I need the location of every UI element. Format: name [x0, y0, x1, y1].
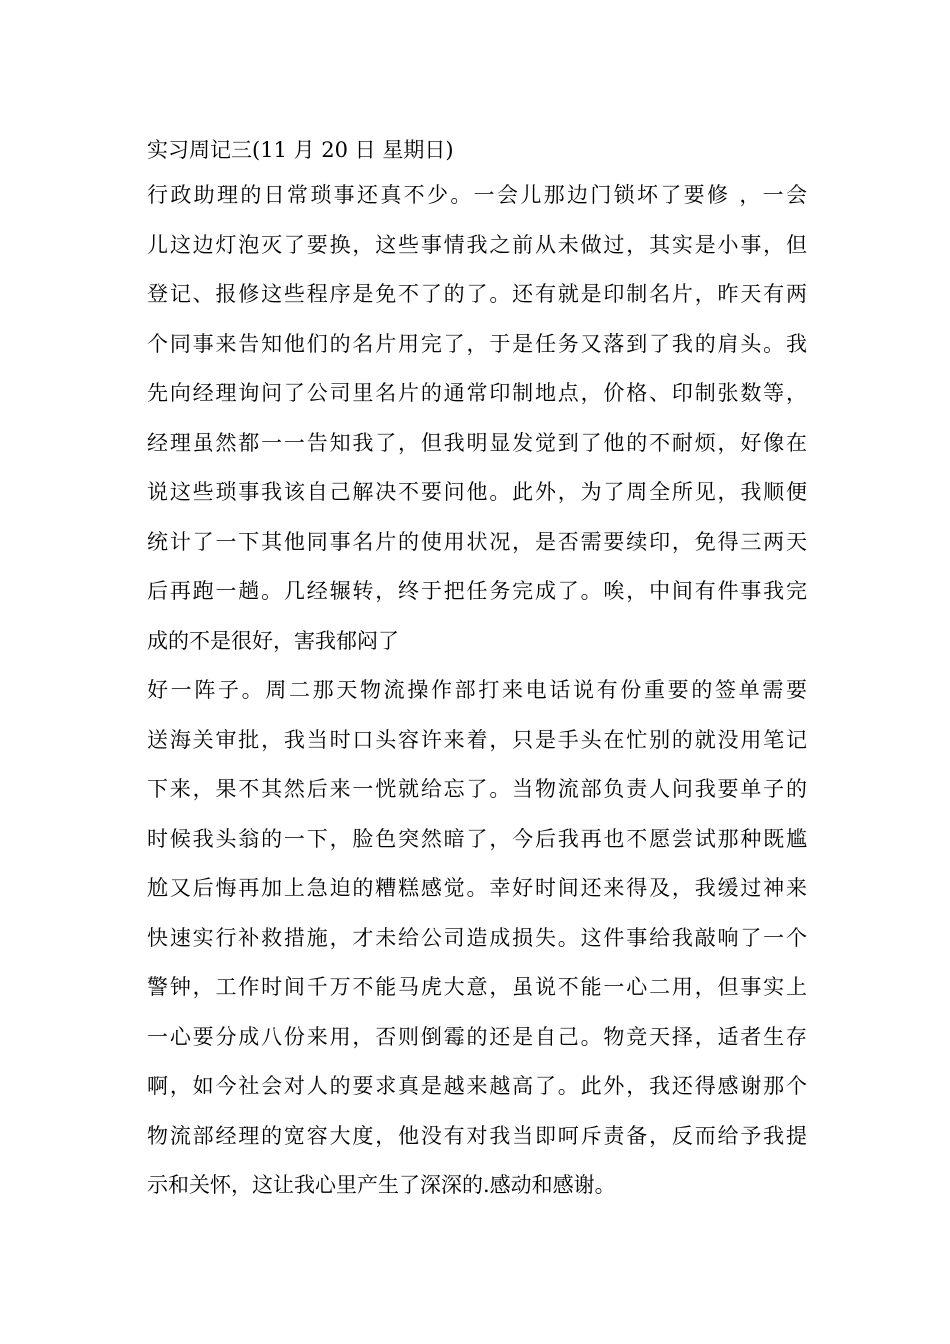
document-title: 实习周记三(11 月 20 日 星期日) — [147, 138, 454, 162]
paragraph-line: 成的不是很好，害我郁闷了 — [147, 628, 399, 653]
paragraph-line: 后再跑一趟。几经辗转，终于把任务完成了。唉，中间有件事我完 — [147, 579, 807, 603]
paragraph-line: 统计了一下其他同事名片的使用状况，是否需要续印，免得三两天 — [147, 529, 807, 554]
paragraph-line: 下来，果不其然后来一恍就给忘了。当物流部负责人问我要单子的 — [147, 777, 807, 801]
paragraph-line: 警钟，工作时间千万不能马虎大意，虽说不能一心二用，但事实上 — [147, 975, 807, 999]
paragraph-line: 登记、报修这些程序是免不了的了。还有就是印制名片，昨天有两 — [147, 282, 807, 306]
document-body — [147, 129, 807, 1211]
paragraph-line: 先向经理询问了公司里名片的通常印制地点，价格、印制张数等， — [147, 381, 807, 405]
paragraph-line: 尬又后悔再加上急迫的糟糕感觉。幸好时间还来得及，我缓过神来 — [147, 876, 807, 900]
paragraph-line: 示和关怀，这让我心里产生了深深的.感动和感谢。 — [147, 1173, 616, 1197]
paragraph-line: 时候我头翁的一下，脸色突然暗了，今后我再也不愿尝试那种既尴 — [147, 826, 807, 851]
paragraph-line: 送海关审批，我当时口头容许来着，只是手头在忙别的就没用笔记 — [147, 727, 807, 752]
paragraph-line: 行政助理的日常琐事还真不少。一会儿那边门锁坏了要修 ，一会 — [147, 183, 807, 207]
paragraph-line: 个同事来告知他们的名片用完了，于是任务又落到了我的肩头。我 — [147, 331, 807, 356]
paragraph-line: 说这些琐事我该自己解决不要问他。此外，为了周全所见，我顺便 — [147, 480, 807, 504]
paragraph-line: 一心要分成八份来用，否则倒霉的还是自己。物竞天择，适者生存 — [147, 1024, 807, 1049]
paragraph-line: 物流部经理的宽容大度，他没有对我当即呵斥责备，反而给予我提 — [147, 1123, 807, 1148]
paragraph-line: 啊，如今社会对人的要求真是越来越高了。此外，我还得感谢那个 — [147, 1074, 807, 1098]
paragraph-line: 好一阵子。周二那天物流操作部打来电话说有份重要的签单需要 — [147, 678, 807, 702]
paragraph-1 — [147, 171, 807, 666]
paragraph-line: 经理虽然都一一告知我了，但我明显发觉到了他的不耐烦，好像在 — [147, 430, 807, 455]
paragraph-line: 快速实行补救措施，才未给公司造成损失。这件事给我敲响了一个 — [147, 925, 807, 950]
paragraph-line: 儿这边灯泡灭了要换，这些事情我之前从未做过，其实是小事，但 — [147, 232, 807, 257]
paragraph-2 — [147, 666, 807, 1211]
